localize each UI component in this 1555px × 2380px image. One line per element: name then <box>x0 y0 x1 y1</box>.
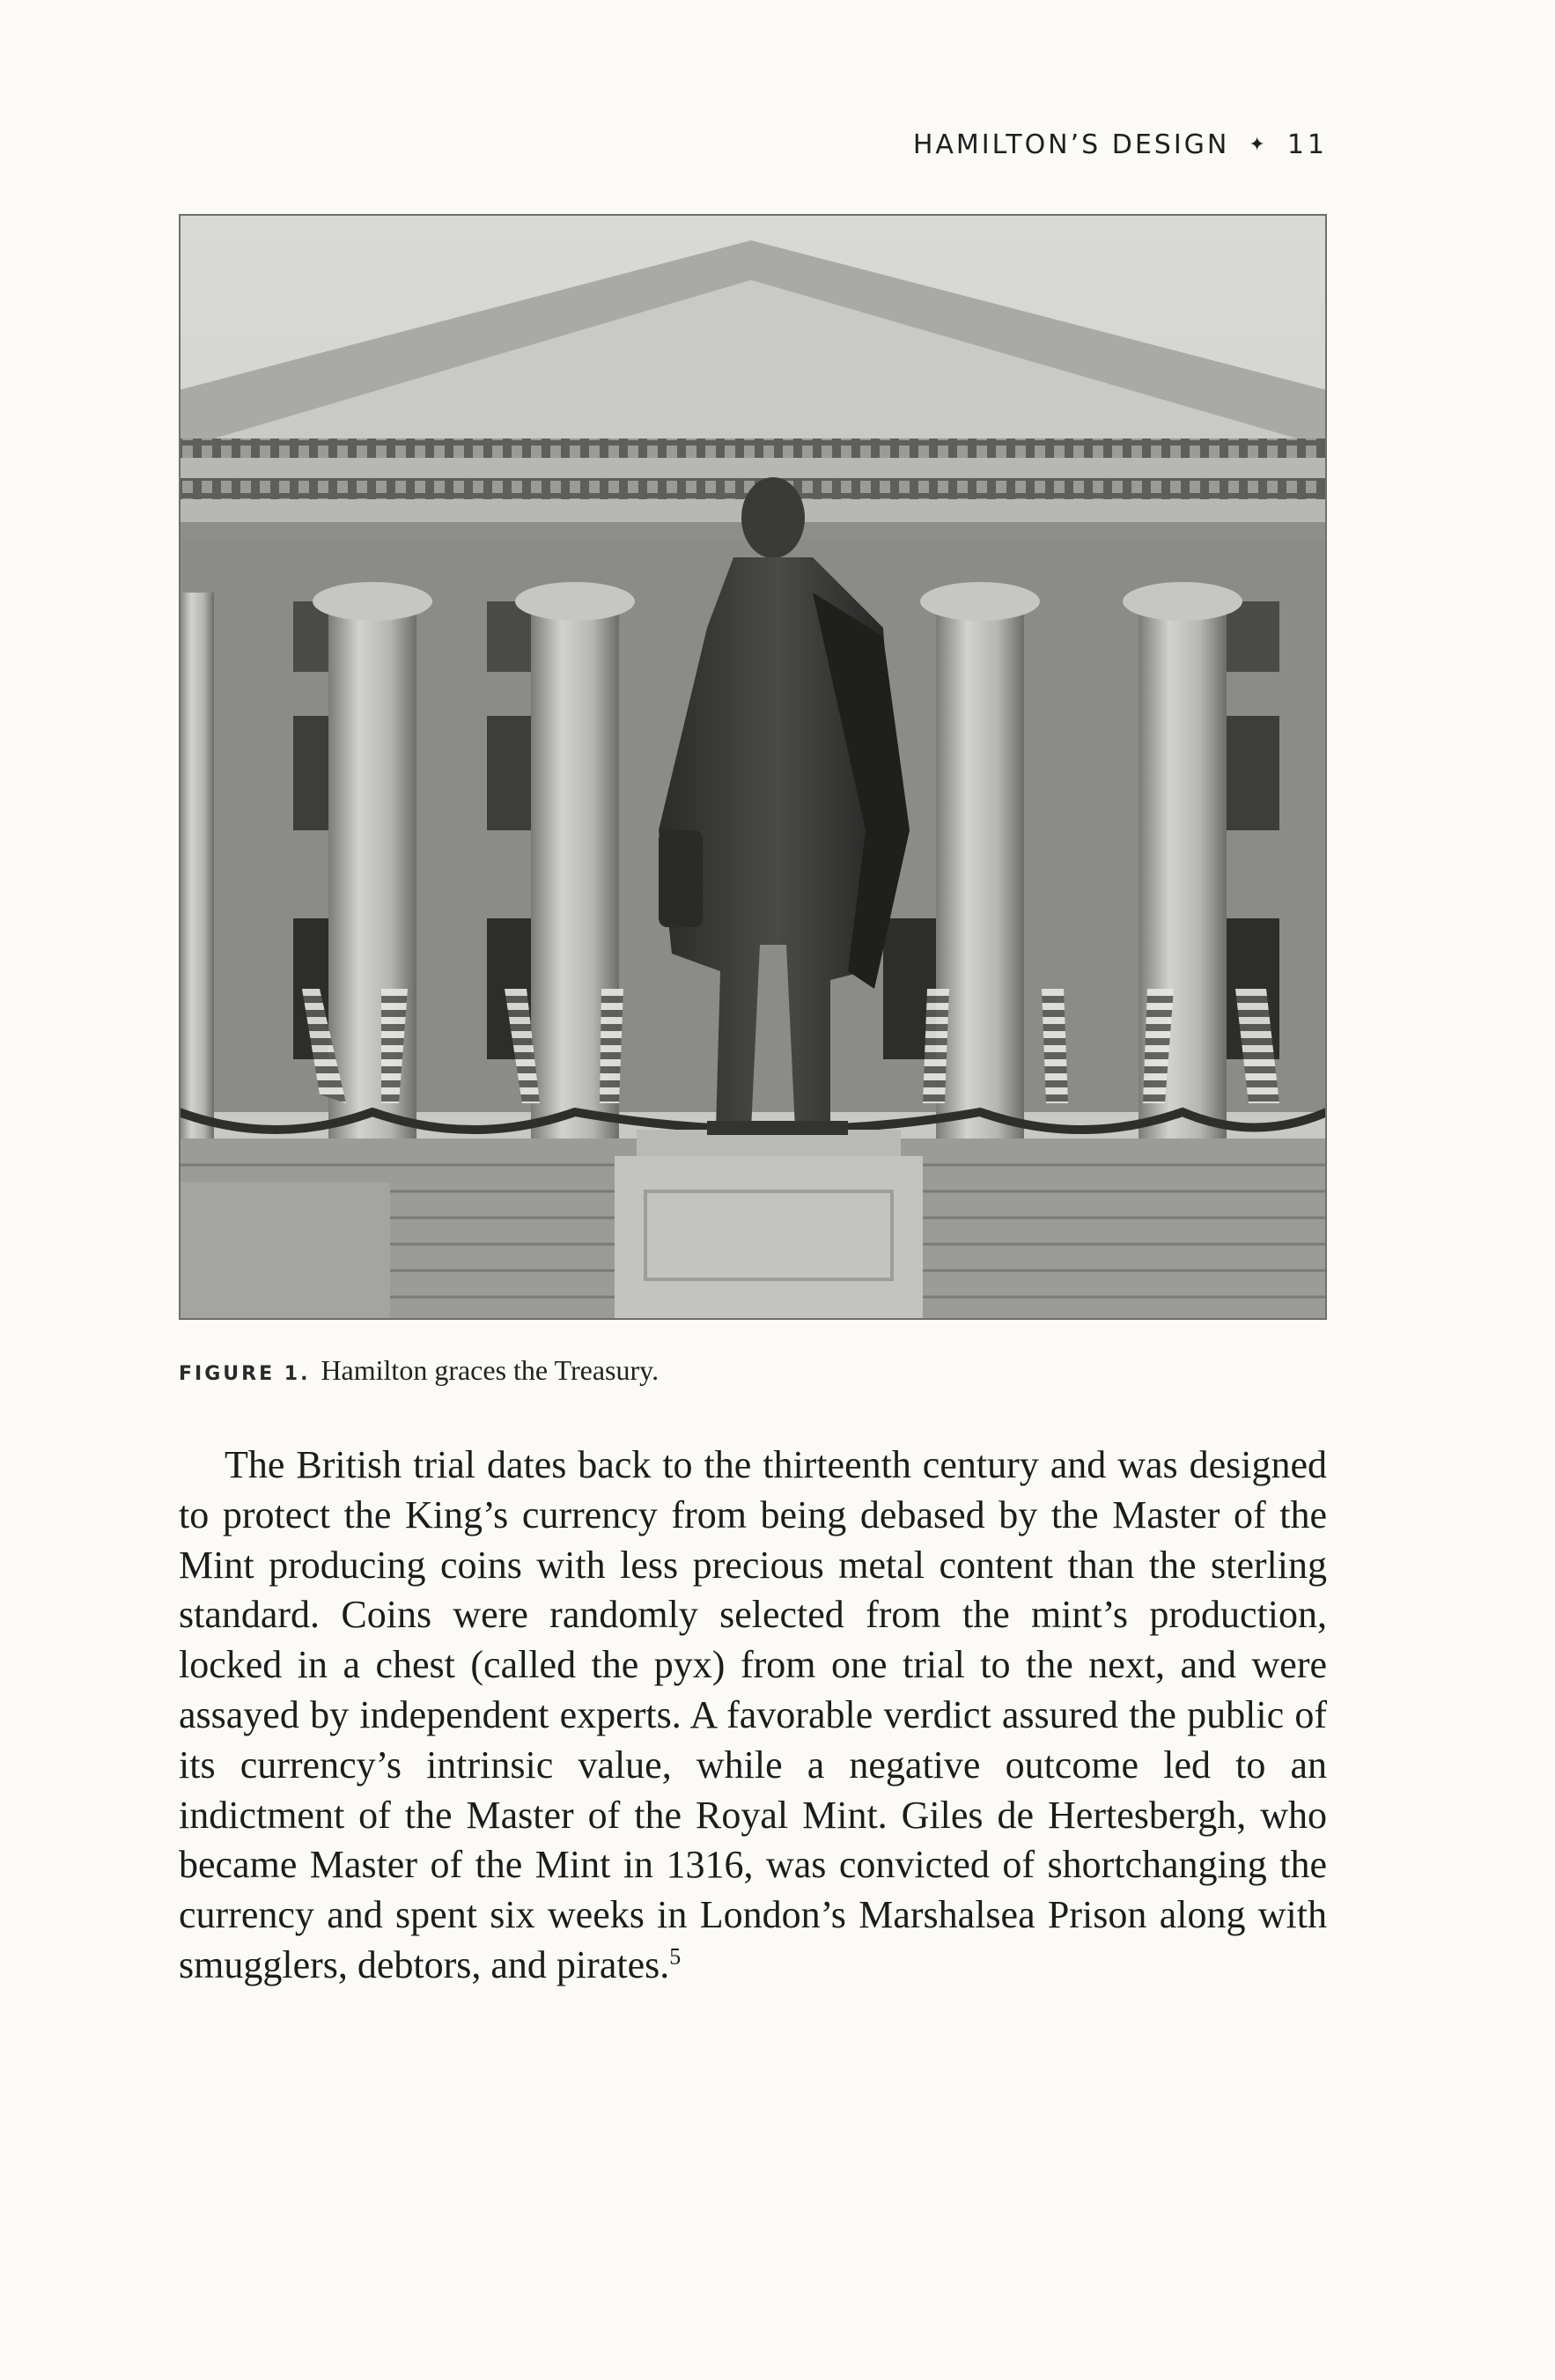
figure-caption-text: Hamilton graces the Treasury. <box>321 1354 660 1386</box>
footnote-reference[interactable]: 5 <box>669 1943 682 1970</box>
body-text <box>179 1441 1327 1991</box>
paragraph-text: The British trial dates back to the thirteenth century and was designed to protect the King’s currency from being debased by the Master of the Mint producing coins with less precious metal content than the sterling standard. Coins were randomly selected from the mint’s production, locked in a chest (called the pyx) from one trial to the next, and were assayed by independent experts. A favorable verdict assured the public of its currency’s intrinsic value, while a negative outcome led to an indictment of the Master of the Royal Mint. Giles de Hertesbergh, who became Master of the Mint in 1316, was convicted of shortchanging the currency and spent six weeks in London’s Marshalsea Prison along with smugglers, debtors, and pirates. <box>179 1443 1327 1986</box>
figure-label: FIGURE 1. <box>179 1363 311 1385</box>
separator-icon: ✦ <box>1249 134 1268 156</box>
treasury-statue-photo <box>179 214 1327 1320</box>
running-head-title: HAMILTON’S DESIGN <box>912 129 1230 160</box>
figure-caption <box>179 1354 659 1387</box>
page-number: 11 <box>1286 129 1328 160</box>
figure-photograph <box>179 214 1327 1320</box>
running-head <box>913 129 1328 160</box>
paragraph <box>179 1441 1327 1991</box>
